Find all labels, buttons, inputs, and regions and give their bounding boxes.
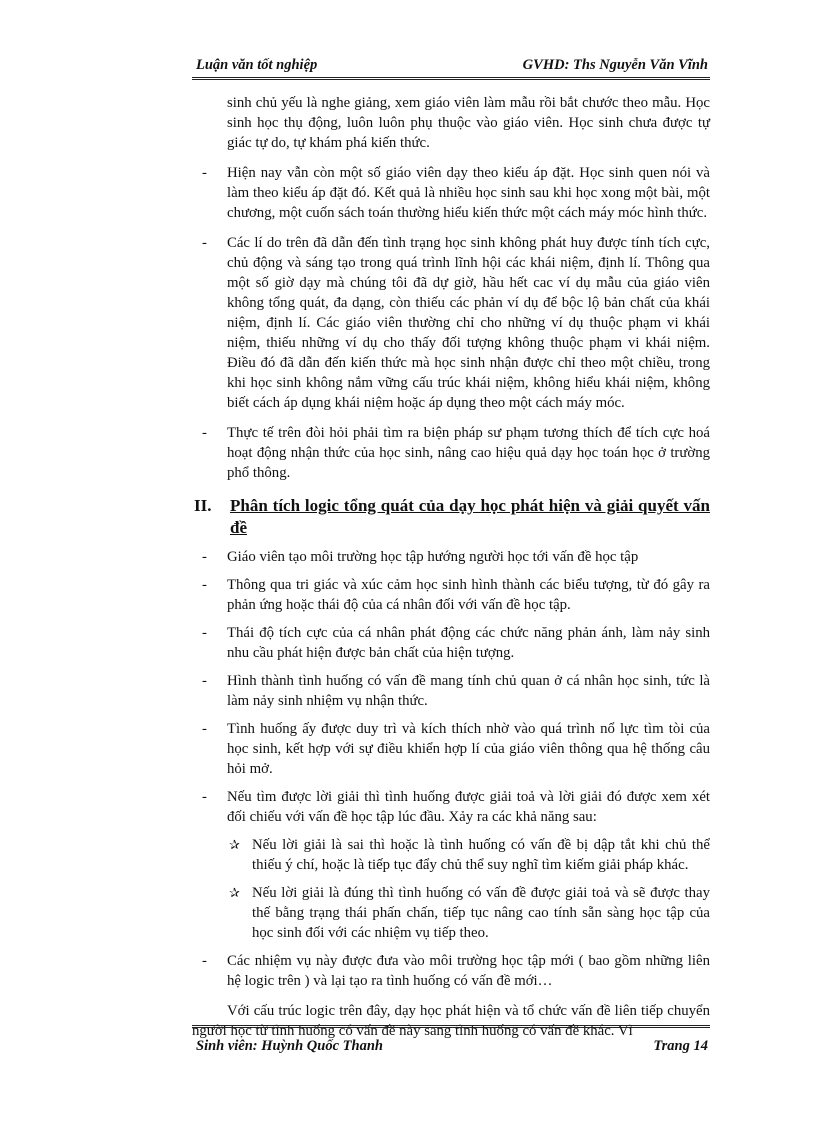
closing-paragraph: Với cấu trúc logic trên đây, dạy học phát hiện và tổ chức vấn đề liên tiếp chuyển người học từ tình huống có vấn đề này sang tình huống có vấn đề khác. Vì bbox=[192, 1003, 710, 1039]
list-item bbox=[192, 575, 710, 615]
list-item-text: Các nhiệm vụ này được đưa vào môi trường học tập mới ( bao gồm những liên hệ logic trên ) và lại tạo ra tình huống có vấn đề mới… bbox=[227, 953, 710, 989]
list-item bbox=[192, 163, 710, 223]
section-heading bbox=[192, 495, 710, 539]
continuation-paragraph: sinh chủ yếu là nghe giảng, xem giáo viên làm mẫu rồi bắt chước theo mẫu. Học sinh học thụ động, luôn luôn phụ thuộc vào giáo viên. Học sinh chưa được tự giác tự do, tự khám phá kiến thức. bbox=[227, 95, 710, 151]
footer-student: Sinh viên: Huỳnh Quốc Thanh bbox=[196, 1038, 383, 1054]
list-item-text: Thái độ tích cực của cá nhân phát động các chức năng phản ánh, làm nảy sinh nhu cầu phát hiện được bản chất của hiện tượng. bbox=[227, 625, 710, 661]
section-title: Phân tích logic tổng quát của dạy học phát hiện và giải quyết vấn đề bbox=[230, 496, 710, 537]
list-item-text: Hình thành tình huống có vấn đề mang tính chủ quan ở cá nhân học sinh, tức là làm nảy sinh nhiệm vụ nhận thức. bbox=[227, 673, 710, 709]
page-header bbox=[192, 55, 710, 80]
list-item bbox=[192, 787, 710, 827]
dash-bullet: - bbox=[202, 549, 207, 565]
star-icon: ✰ bbox=[229, 837, 240, 852]
dash-bullet: - bbox=[202, 165, 207, 181]
dash-bullet: - bbox=[202, 235, 207, 251]
list-item-text: Thông qua tri giác và xúc cảm học sinh hình thành các biểu tượng, từ đó gây ra phản ứng hoặc thái độ của cá nhân đối với vấn đề học tập. bbox=[227, 577, 710, 613]
list-item bbox=[192, 671, 710, 711]
list-item bbox=[192, 547, 710, 567]
page-content bbox=[192, 93, 710, 1041]
dash-bullet: - bbox=[202, 425, 207, 441]
list-item-text: Tình huống ấy được duy trì và kích thích nhờ vào quá trình nổ lực tìm tòi của học sinh, kết hợp với sự điều khiển hợp lí của giáo viên thông qua hệ thống câu hỏi mở. bbox=[227, 721, 710, 777]
list-item bbox=[192, 719, 710, 779]
page-number: Trang 14 bbox=[653, 1038, 708, 1054]
dash-bullet: - bbox=[202, 953, 207, 969]
list-item bbox=[192, 623, 710, 663]
star-icon: ✰ bbox=[229, 885, 240, 900]
list-item-text: Thực tế trên đòi hỏi phải tìm ra biện pháp sư phạm tương thích để tích cực hoá hoạt động nhận thức của học sinh, nâng cao hiệu quả dạy học toán học ở trường phổ thông. bbox=[227, 425, 710, 481]
list-item bbox=[192, 233, 710, 413]
dash-bullet: - bbox=[202, 577, 207, 593]
dash-bullet: - bbox=[202, 721, 207, 737]
list-item-text: Giáo viên tạo môi trường học tập hướng người học tới vấn đề học tập bbox=[227, 549, 639, 565]
dash-bullet: - bbox=[202, 789, 207, 805]
sub-list-item bbox=[192, 835, 710, 875]
list-item-text: Hiện nay vẫn còn một số giáo viên dạy theo kiểu áp đặt. Học sinh quen nói và làm theo kiểu áp đặt đó. Kết quả là nhiều học sinh sau khi học xong một bài, một chương, một cuốn sách toán thường hiểu kiến thức một cách máy móc hình thức. bbox=[227, 165, 710, 221]
dash-bullet: - bbox=[202, 625, 207, 641]
header-thesis-label: Luận văn tốt nghiệp bbox=[196, 57, 318, 73]
list-item-text: Các lí do trên đã dẫn đến tình trạng học sinh không phát huy được tính tích cực, chủ động và sáng tạo trong quá trình lĩnh hội các khái niệm, định lí. Thông qua một số giờ dạy mà chúng tôi đã dự giờ, hầu hết cac ví dụ mẫu của giáo viên không tổng quát, đa dạng, còn thiếu các phản ví dụ để bộc lộ bản chất của khái niệm, định lí. Các giáo viên thường chỉ cho những ví dụ thuộc phạm vi khái niệm, thiếu những ví dụ cho thấy đối tượng không thuộc phạm vi khái niệm. Điều đó đã dẫn đến kiến thức mà học sinh nhận được chỉ theo một chiều, trong khi học sinh không nắm vững cấu trúc khái niệm, không hiểu khái niệm, không biết cách áp dụng khái niệm hoặc áp dụng theo một cách máy móc. bbox=[227, 235, 710, 411]
sub-list-item-text: Nếu lời giải là sai thì hoặc là tình huống có vấn đề bị dập tắt khi chủ thể thiếu ý chí, hoặc là tiếp tục đẩy chủ thể suy nghĩ tìm kiếm giải pháp khác. bbox=[252, 837, 710, 873]
sub-list-item-text: Nếu lời giải là đúng thì tình huống có vấn đề được giải toả và sẽ được thay thế bằng trạng thái phấn chấn, tiếp tục nâng cao tính sẵn sàng học tập của học sinh đối với các nhiệm vụ tiếp theo. bbox=[252, 885, 710, 941]
list-item-text: Nếu tìm được lời giải thì tình huống được giải toả và lời giải đó được xem xét đối chiếu với vấn đề học tập lúc đầu. Xảy ra các khả năng sau: bbox=[227, 789, 710, 825]
page-footer bbox=[192, 1025, 710, 1062]
list-item bbox=[192, 951, 710, 991]
list-item bbox=[192, 423, 710, 483]
header-advisor: GVHD: Ths Nguyễn Văn Vĩnh bbox=[522, 57, 708, 73]
sub-list-item bbox=[192, 883, 710, 943]
dash-bullet: - bbox=[202, 673, 207, 689]
section-number: II. bbox=[194, 496, 212, 515]
